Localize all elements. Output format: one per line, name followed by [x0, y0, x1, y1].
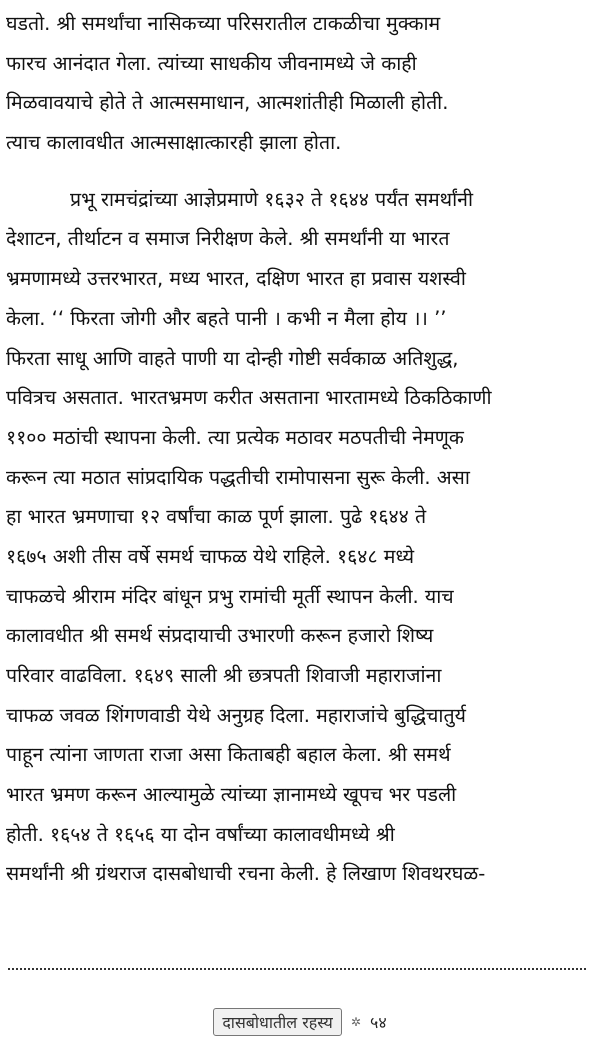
text-line: देशाटन, तीर्थाटन व समाज निरीक्षण केले. श्री समर्थांनी या भारत — [6, 227, 450, 251]
text-line: हा भारत भ्रमणाचा १२ वर्षांचा काळ पूर्ण झाला. पुढे १६४४ ते — [6, 505, 427, 529]
ornament-icon: ✲ — [350, 1015, 361, 1029]
text-line: मिळवावयाचे होते ते आत्मसमाधान, आत्मशांतीही मिळाली होती. — [6, 91, 449, 115]
text-line: करून त्या मठात सांप्रदायिक पद्धतीची रामोपासना सुरू केली. असा — [6, 465, 470, 489]
book-title: दासबोधातील रहस्य — [213, 1008, 341, 1036]
text-line: त्याच कालावधीत आत्मसाक्षात्कारही झाला होता. — [6, 131, 342, 155]
text-line: कालावधीत श्री समर्थ संप्रदायाची उभारणी करून हजारो शिष्य — [6, 624, 434, 648]
dotted-divider — [8, 968, 586, 970]
text-line: केला. ‘‘ फिरता जोगी और बहते पानी । कभी न मैला होय ।। ’’ — [6, 306, 447, 330]
text-line: समर्थांनी श्री ग्रंथराज दासबोधाची रचना केली. हे लिखाण शिवथरघळ- — [6, 862, 486, 886]
text-line: चाफळ जवळ शिंगणवाडी येथे अनुग्रह दिला. महाराजांचे बुद्धिचातुर्य — [6, 703, 466, 727]
text-line: भारत भ्रमण करून आल्यामुळे त्यांच्या ज्ञानामध्ये खूपच भर पडली — [6, 783, 457, 807]
text-line: पवित्रच असतात. भारतभ्रमण करीत असताना भारतामध्ये ठिकठिकाणी — [6, 386, 492, 410]
text-line: घडतो. श्री समर्थांचा नासिकच्या परिसरातील टाकळीचा मुक्काम — [6, 12, 441, 35]
page-footer — [0, 1008, 600, 1038]
paragraph-first-line: प्रभू रामचंद्रांच्या आज्ञेप्रमाणे १६३२ ते १६४४ पर्यंत समर्थांनी — [70, 187, 474, 211]
text-line: पाहून त्यांना जाणता राजा असा किताबही बहाल केला. श्री समर्थ — [6, 743, 451, 767]
text-line: फिरता साधू आणि वाहते पाणी या दोन्ही गोष्टी सर्वकाळ अतिशुद्ध, — [6, 346, 459, 370]
body-text — [6, 4, 594, 894]
text-line: १६७५ अशी तीस वर्षे समर्थ चाफळ येथे राहिले. १६४८ मध्ये — [6, 544, 415, 568]
text-line: ११०० मठांची स्थापना केली. त्या प्रत्येक मठावर मठपतीची नेमणूक — [6, 425, 464, 449]
text-line: परिवार वाढविला. १६४९ साली श्री छत्रपती शिवाजी महाराजांना — [6, 664, 442, 687]
page-number: ५४ — [370, 1013, 387, 1032]
text-line: होती. १६५४ ते १६५६ या दोन वर्षांच्या कालावधीमध्ये श्री — [6, 822, 395, 846]
text-line: भ्रमणामध्ये उत्तरभारत, मध्य भारत, दक्षिण भारत हा प्रवास यशस्वी — [6, 267, 466, 291]
text-line: फारच आनंदात गेला. त्यांच्या साधकीय जीवनामध्ये जे काही — [6, 51, 417, 75]
text-line: चाफळचे श्रीराम मंदिर बांधून प्रभु रामांची मूर्ती स्थापन केली. याच — [6, 584, 454, 608]
